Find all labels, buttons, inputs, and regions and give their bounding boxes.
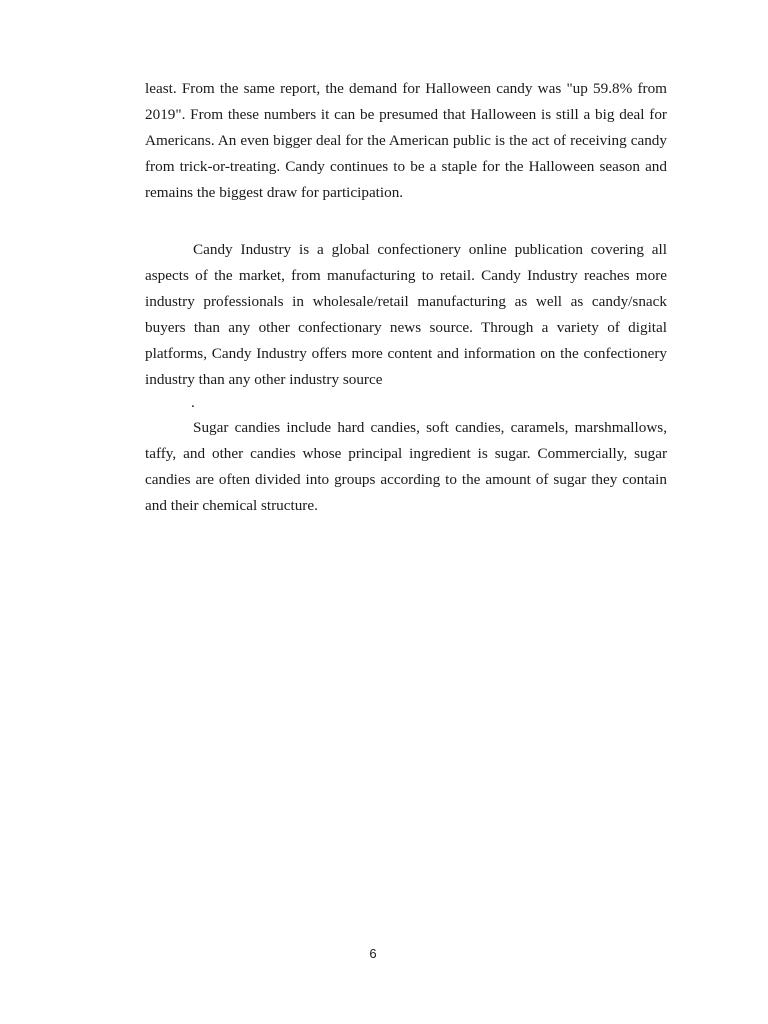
paragraph-halloween-demand: least. From the same report, the demand for Halloween candy was "up 59.8% from 2019". From these numbers it can be presumed that Halloween is still a big deal for Americans. An even bigger deal for the American public is the act of receiving candy from trick-or-treating. Candy continues to be a staple for the Halloween season and remains the biggest draw for participation. [145,80,667,201]
paragraph-sugar-candies: Sugar candies include hard candies, soft candies, caramels, marshmallows, taffy, and other candies whose principal ingredient is sugar. Commercially, sugar candies are often divided into groups according to the amount of sugar they contain and their chemical structure. [145,419,667,514]
paragraph-candy-industry: Candy Industry is a global confectionery online publication covering all aspects of the market, from manufacturing to retail. Candy Industry reaches more industry professionals in wholesale/retail manufacturing as well as candy/snack buyers than any other confectionary news source. Through a variety of digital platforms, Candy Industry offers more content and information on the confectionery industry than any other industry source [145,241,667,388]
stray-period: . [191,394,195,411]
page-number: 6 [369,946,377,961]
